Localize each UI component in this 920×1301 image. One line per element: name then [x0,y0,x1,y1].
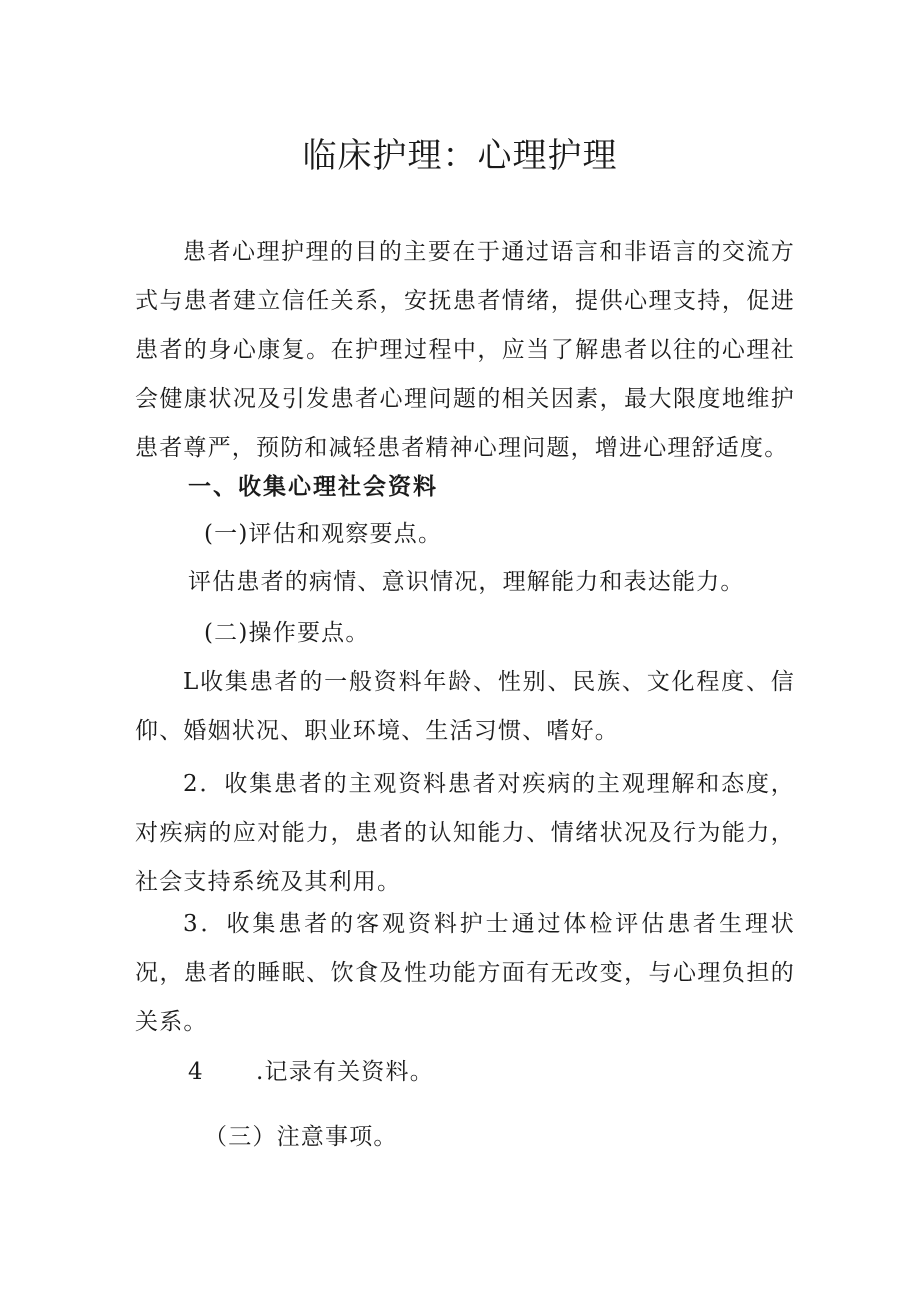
list-item-3: 3．收集患者的客观资料护士通过体检评估患者生理状况，患者的睡眠、饮食及性功能方面有无改变，与心理负担的关系。 [135,911,795,1035]
list-item-1: L收集患者的一般资料年龄、性别、民族、文化程度、信仰、婚姻状况、职业环境、生活习惯、嗜好。 [135,669,795,744]
page-title: 临床护理：心理护理 [302,136,618,176]
assessment-text: 评估患者的病情、意识情况，理解能力和表达能力。 [188,569,745,595]
section-heading-1: 一、收集心理社会资料 [188,474,438,500]
subsection-heading-3: （三）注意事项。 [204,1124,398,1150]
intro-paragraph: 患者心理护理的目的主要在于通过语言和非语言的交流方式与患者建立信任关系，安抚患者情绪，提供心理支持，促进患者的身心康复。在护理过程中，应当了解患者以往的心理社会健康状况及引发患者心理问题的相关因素，最大限度地维护患者尊严，预防和减轻患者精神心理问题，增进心理舒适度。 [135,239,795,461]
list-item-2: 2．收集患者的主观资料患者对疾病的主观理解和态度，对疾病的应对能力，患者的认知能力、情绪状况及行为能力，社会支持系统及其利用。 [135,771,795,895]
list-item-4 [188,1057,434,1087]
list-item-4-text: .记录有关资料。 [256,1059,434,1085]
subsection-heading-1: (一)评估和观察要点。 [204,521,443,547]
subsection-heading-2: (二)操作要点。 [204,620,370,646]
list-item-4-number: 4 [188,1059,204,1085]
